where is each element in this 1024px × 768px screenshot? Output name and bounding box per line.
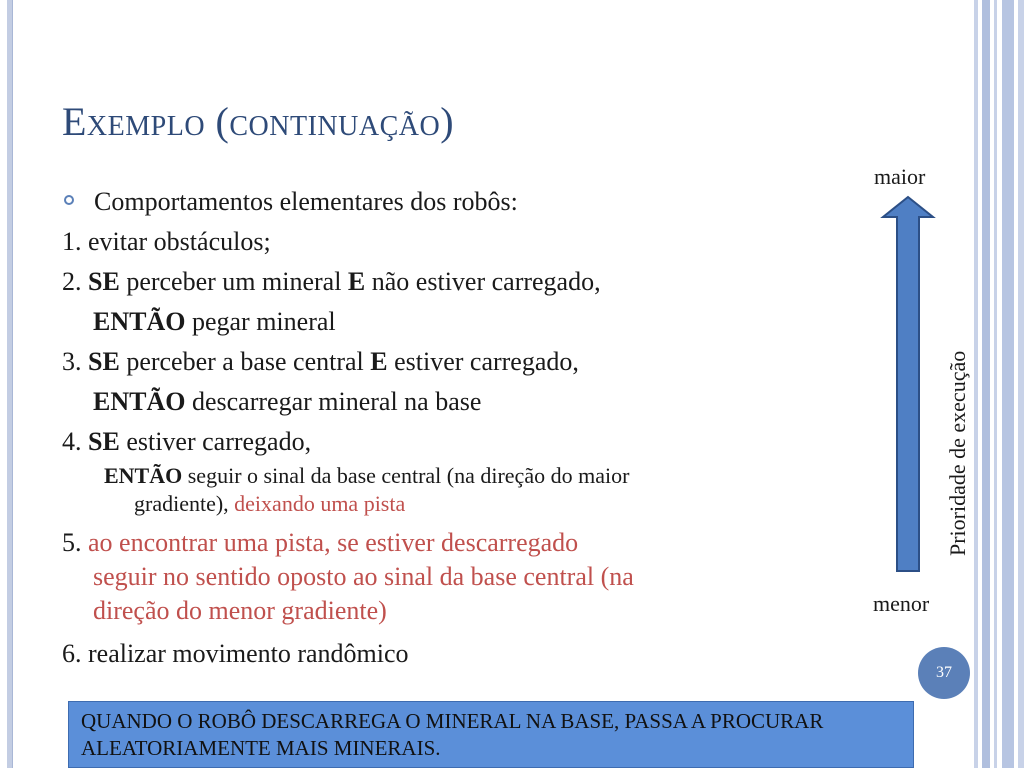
left-border-stripe [7, 0, 13, 768]
bullet-icon [64, 195, 74, 205]
item-5-line-2: seguir no sentido oposto ao sinal da base central (na [93, 562, 634, 591]
slide-body [62, 182, 862, 674]
right-border-stripes [974, 0, 1024, 768]
item-3: 3. SE perceber a base central E estiver carregado, [62, 347, 579, 376]
item-6: 6. realizar movimento randômico [62, 639, 409, 668]
item-2-action: ENTÃO pegar mineral [93, 307, 336, 336]
item-1: 1. evitar obstáculos; [62, 227, 271, 256]
priority-axis-label: Prioridade de execução [945, 350, 970, 556]
item-5-line-3: direção do menor gradiente) [93, 596, 387, 625]
slide-title: Exemplo (continuação) [62, 99, 455, 144]
item-4-action-cont: gradiente), deixando uma pista [134, 491, 406, 516]
priority-top-label: maior [874, 164, 926, 189]
intro-line: Comportamentos elementares dos robôs: [62, 182, 862, 222]
priority-bottom-label: menor [873, 591, 930, 616]
item-5: 5. ao encontrar uma pista, se estiver descarregado [62, 528, 579, 557]
item-4: 4. SE estiver carregado, [62, 427, 312, 456]
item-4-action: ENTÃO seguir o sinal da base central (na direção do maior [104, 463, 630, 488]
item-2: 2. SE perceber um mineral E não estiver carregado, [62, 267, 601, 296]
priority-arrow-icon [880, 195, 936, 573]
item-3-action: ENTÃO descarregar mineral na base [93, 387, 482, 416]
callout-note: QUANDO O ROBÔ DESCARREGA O MINERAL NA BASE, PASSA A PROCURAR ALEATORIAMENTE MAIS MINERAIS. [68, 701, 914, 768]
page-number-badge: 37 [918, 647, 970, 699]
